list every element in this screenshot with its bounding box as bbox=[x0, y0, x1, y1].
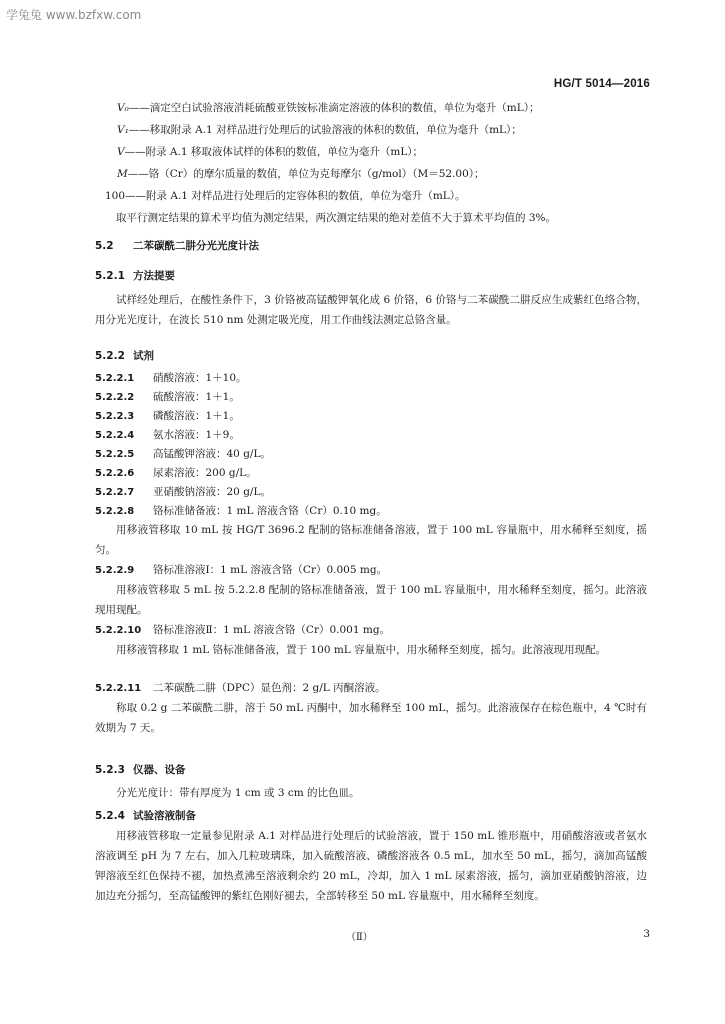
watermark: 学兔兔 www.bzfxw.com bbox=[6, 8, 142, 22]
section-5-2-3-text: 分光光度计：带有厚度为 1 cm 或 3 cm 的比色皿。 bbox=[116, 787, 360, 799]
section-5-2-heading: 5.2 二苯碳酰二肼分光光度计法 bbox=[95, 240, 259, 252]
reagent-item: 5.2.2.7 亚硝酸钠溶液：20 g/L。 bbox=[95, 486, 271, 498]
reagent-8-procedure: 用移液管移取 10 mL 按 HG/T 3696.2 配制的铬标准储备溶液，置于 100 mL 容量瓶中，用水稀释至刻度，摇匀。 bbox=[95, 524, 647, 556]
reagent-item: 5.2.2.6 尿素溶液：200 g/L。 bbox=[95, 467, 257, 479]
definition-v0: V₀——滴定空白试验溶液消耗硫酸亚铁铵标准滴定溶液的体积的数值，单位为毫升（mL）； bbox=[117, 102, 540, 114]
reagent-9-procedure: 用移液管移取 5 mL 按 5.2.2.8 配制的铬标准储备液，置于 100 mL 容量瓶中，用水稀释至刻度，摇匀。此溶液现用现配。 bbox=[95, 584, 647, 616]
definition-100: 100——附录 A.1 对样品进行处理后的定容体积的数值，单位为毫升（mL）。 bbox=[105, 190, 466, 202]
reagent-item: 5.2.2.1 硝酸溶液：1＋10。 bbox=[95, 372, 247, 384]
reagent-item: 5.2.2.10 铬标准溶液Ⅱ：1 mL 溶液含铬（Cr）0.001 mg。 bbox=[95, 624, 391, 636]
section-5-2-1-text: 试样经处理后，在酸性条件下，3 价铬被高锰酸钾氧化成 6 价铬，6 价铬与二苯碳酰二肼反应生成紫红色络合物，用分光光度计，在波长 510 nm 处测定吸光度，用工作曲线法测定总铬含量。 bbox=[95, 294, 647, 326]
reagent-item: 5.2.2.11 二苯碳酰二肼（DPC）显色剂：2 g/L 丙酮溶液。 bbox=[95, 682, 386, 694]
definition-v: V——附录 A.1 移取液体试样的体积的数值，单位为毫升（mL）； bbox=[117, 146, 424, 158]
footer-mark: （Ⅱ） bbox=[346, 932, 373, 943]
section-5-2-4-text: 用移液管移取一定量参见附录 A.1 对样品进行处理后的试验溶液，置于 150 mL 锥形瓶中，用硝酸溶液或者氨水溶液调至 pH 为 7 左右，加入几粒玻璃珠，加入硫酸溶液、磷酸溶液各 0.5 mL，加水至 50 mL，摇匀，滴加高锰酸钾溶液至红色保持不褪，加热煮沸至溶液剩余约 20 mL，冷却，加入 1 mL 尿素溶液，摇匀，滴加亚硝酸钠溶液，边加边充分摇匀，至高锰酸钾的紫红色刚好褪去，全部转移至 50 mL 容量瓶中，用水稀释至刻度。 bbox=[95, 830, 647, 902]
reagent-11-procedure: 称取 0.2 g 二苯碳酰二肼，溶于 50 mL 丙酮中，加水稀释至 100 mL，摇匀。此溶液保存在棕色瓶中，4 ℃时有效期为 7 天。 bbox=[95, 702, 647, 734]
document-number: HG/T 5014—2016 bbox=[553, 78, 650, 90]
reagent-item: 5.2.2.2 硫酸溶液：1＋1。 bbox=[95, 391, 240, 403]
reagent-item: 5.2.2.3 磷酸溶液：1＋1。 bbox=[95, 410, 240, 422]
section-5-2-2-heading: 5.2.2 试剂 bbox=[95, 350, 154, 362]
definition-m: M——铬（Cr）的摩尔质量的数值，单位为克每摩尔（g/mol）（M＝52.00）； bbox=[117, 168, 485, 180]
section-5-2-3-heading: 5.2.3 仪器、设备 bbox=[95, 764, 186, 776]
result-note: 取平行测定结果的算术平均值为测定结果，两次测定结果的绝对差值不大于算术平均值的 3%。 bbox=[116, 212, 556, 224]
reagent-item: 5.2.2.8 铬标准储备液：1 mL 溶液含铬（Cr）0.10 mg。 bbox=[95, 505, 387, 517]
reagent-item: 5.2.2.9 铬标准溶液Ⅰ：1 mL 溶液含铬（Cr）0.005 mg。 bbox=[95, 564, 388, 576]
section-5-2-1-heading: 5.2.1 方法提要 bbox=[95, 270, 175, 282]
page-number: 3 bbox=[643, 928, 650, 940]
section-5-2-4-heading: 5.2.4 试验溶液制备 bbox=[95, 810, 196, 822]
reagent-item: 5.2.2.4 氨水溶液：1＋9。 bbox=[95, 429, 240, 441]
reagent-item: 5.2.2.5 高锰酸钾溶液：40 g/L。 bbox=[95, 448, 271, 460]
reagent-10-procedure: 用移液管移取 1 mL 铬标准储备液，置于 100 mL 容量瓶中，用水稀释至刻度，摇匀。此溶液现用现配。 bbox=[116, 644, 607, 656]
definition-v1: V₁——移取附录 A.1 对样品进行处理后的试验溶液的体积的数值，单位为毫升（mL）； bbox=[117, 124, 522, 136]
